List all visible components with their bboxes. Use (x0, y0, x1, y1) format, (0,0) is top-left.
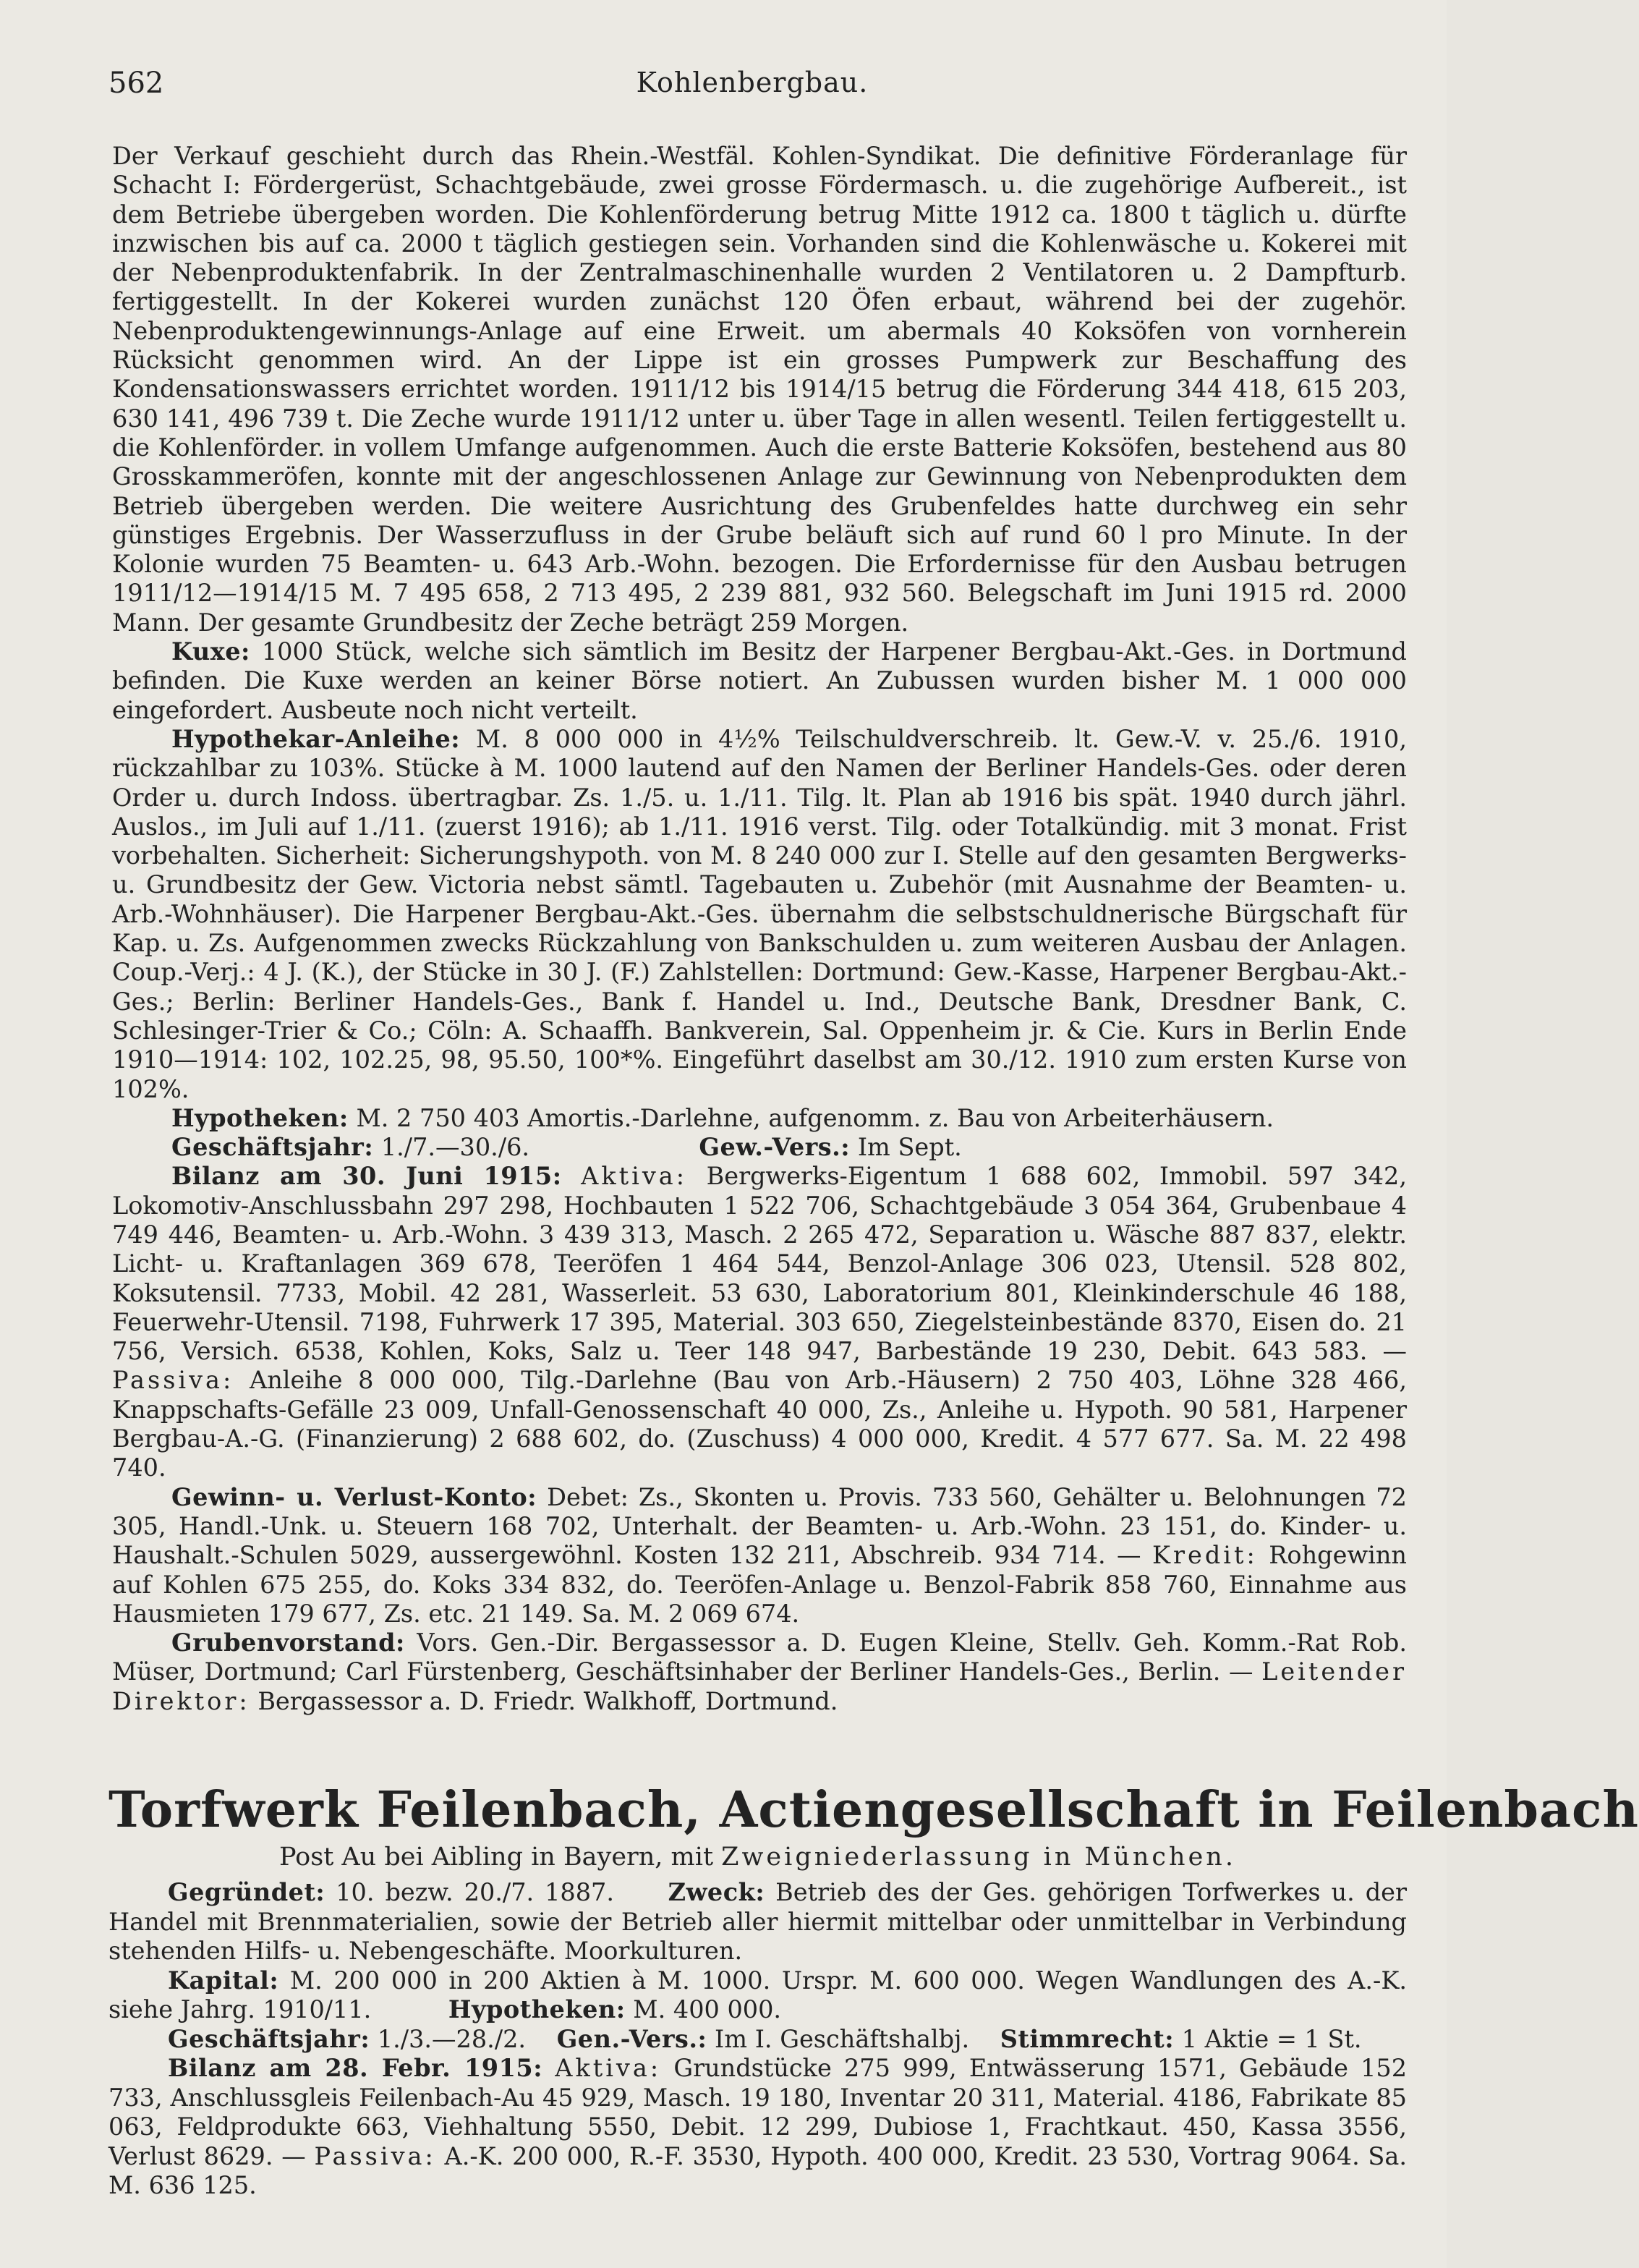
gj2-text: 1./3.—28./2. (377, 2024, 527, 2053)
genvers-label: Gen.-Vers.: (556, 2024, 707, 2053)
zweck-text: Betrieb des der Ges. gehörigen Torfwerkes u. der Handel mit Brennmaterialien, sowie der Betrieb aller hiermit mittelbar oder unmittelbar in Verbindung stehenden Hilfs- u. Nebengeschäfte. Moorkulturen. (108, 1878, 1407, 1965)
bilanz2-paragraph (108, 2054, 1407, 2201)
bilanz-label: Bilanz am 30. Juni 1915: (171, 1162, 562, 1191)
stimmrecht-label: Stimmrecht: (1000, 2024, 1175, 2053)
anleihe-text: M. 8 000 000 in 4½% Teilschuldverschreib. lt. Gew.-V. v. 25./6. 1910, rückzahlbar zu 103%. Stücke à M. 1000 lautend auf den Namen der Berliner Handels-Ges. oder deren Order u. durch Indoss. übertragbar. Zs. 1./5. u. 1./11. Tilg. lt. Plan ab 1916 bis spät. 1940 durch jährl. Auslos., im Juli auf 1./11. (zuerst 1916); ab 1./11. 1916 verst. Tilg. oder Totalkündig. mit 3 monat. Frist vorbehalten. Sicherheit: Sicherungshypoth. von M. 8 240 000 zur I. Stelle auf den gesamten Bergwerks- u. Grundbesitz der Gew. Victoria nebst sämtl. Tagebauten u. Zubehör (mit Ausnahme der Beamten- u. Arb.-Wohnhäuser). Die Harpener Bergbau-Akt.-Ges. übernahm die selbstschuldnerische Bürgschaft für Kap. u. Zs. Aufgenommen zwecks Rückzahlung von Bankschulden u. zum weiteren Ausbau der Anlagen. Coup.-Verj.: 4 J. (K.), der Stücke in 30 J. (F.) Zahlstellen: Dortmund: Gew.-Kasse, Harpener Bergbau-Akt.-Ges.; Berlin: Berliner Handels-Ges., Bank f. Handel u. Ind., Deutsche Bank, Dresdner Bank, C. Schlesinger-Trier & Co.; Cöln: A. Schaaffh. Bankverein, Sal. Oppenheim jr. & Cie. Kurs in Berlin Ende 1910—1914: 102, 102.25, 98, 95.50, 100*%. Eingeführt daselbst am 30./12. 1910 zum ersten Kurse von 102%. (112, 724, 1407, 1103)
address-part-b: Zweigniederlassung in München. (721, 1843, 1236, 1872)
leitender-direktor-text: Bergassessor a. D. Friedr. Walkhoff, Dortmund. (257, 1686, 838, 1715)
hypotheken-text: M. 2 750 403 Amortis.-Darlehne, aufgenomm. z. Bau von Arbeiterhäusern. (356, 1103, 1274, 1132)
guv-paragraph (112, 1483, 1407, 1628)
gegruendet-text: 10. bezw. 20./7. 1887. (336, 1878, 614, 1906)
gj-text: 1./7.—30./6. (380, 1133, 530, 1162)
guv-text-kredit: Rohgewinn auf Kohlen 675 255, do. Koks 334 832, do. Teeröfen-Anlage u. Benzol-Fabrik 858 760, Einnahme aus Hausmieten 179 677, Zs. etc. 21 149. Sa. M. 2 069 674. (112, 1541, 1407, 1628)
aktiva2-label: Aktiva: (555, 2054, 662, 2082)
intro-paragraph (112, 142, 1407, 637)
grubenvorstand-label: Grubenvorstand: (171, 1628, 405, 1657)
kapital-paragraph (108, 1966, 1407, 2025)
kuxe-paragraph (112, 637, 1407, 725)
guv-text-debet: Debet: Zs., Skonten u. Provis. 733 560, Gehälter u. Belohnungen 72 305, Handl.-Unk. u. Steuern 168 702, Unterhalt. der Beamten- u. Arb.-Wohn. 23 151, do. Kinder- u. Haushalt.-Schulen 5029, aussergewöhnl. Kosten 132 211, Abschreib. 934 714. — (112, 1482, 1407, 1570)
section-torfwerk (108, 1781, 1639, 2201)
bilanz-text-aktiva: Bergwerks-Eigentum 1 688 602, Immobil. 597 342, Lokomotiv-Anschlussbahn 297 298, Hochbauten 1 522 706, Schachtgebäude 3 054 364, Grubenbaue 4 749 446, Beamten- u. Arb.-Wohn. 3 439 313, Masch. 2 265 472, Separation u. Wäsche 887 837, elektr. Licht- u. Kraftanlagen 369 678, Teeröfen 1 464 544, Benzol-Anlage 306 023, Utensil. 528 802, Koksutensil. 7733, Mobil. 42 281, Wasserleit. 53 630, Laboratorium 801, Kleinkinderschule 46 188, Feuerwehr-Utensil. 7198, Fuhrwerk 17 395, Material. 303 650, Ziegelsteinbestände 8370, Eisen do. 21 756, Versich. 6538, Kohlen, Koks, Salz u. Teer 148 947, Barbestände 19 230, Debit. 643 583. — (112, 1162, 1407, 1366)
bilanz2-text-aktiva: Grundstücke 275 999, Entwässerung 1571, Gebäude 152 733, Anschlussgleis Feilenbach-Au 45 929, Masch. 19 180, Inventar 20 311, Material. 4186, Fabrikate 85 063, Feldprodukte 663, Viehhaltung 5550, Debit. 12 299, Dubiose 1, Frachtkaut. 450, Kassa 3556, Verlust 8629. — (108, 2054, 1408, 2170)
stimmrecht-text: 1 Aktie = 1 St. (1181, 2024, 1362, 2053)
zweck-label: Zweck: (668, 1878, 765, 1906)
gegruendet-label: Gegründet: (168, 1878, 325, 1906)
gv-label: Gew.-Vers.: (699, 1133, 851, 1162)
bilanz2-text-passiva: A.-K. 200 000, R.-F. 3530, Hypoth. 400 000, Kredit. 23 530, Vortrag 9064. Sa. M. 636 125. (108, 2141, 1408, 2199)
genvers-text: Im I. Geschäftshalbj. (715, 2024, 970, 2053)
intro-text: Der Verkauf geschieht durch das Rhein.-Westfäl. Kohlen-Syndikat. Die definitive Förderanlage für Schacht I: Fördergerüst, Schachtgebäude, zwei grosse Fördermasch. u. die zugehörige Aufbereit., ist dem Betriebe übergeben worden. Die Kohlenförderung betrug Mitte 1912 ca. 1800 t täglich u. dürfte inzwischen bis auf ca. 2000 t täglich gestiegen sein. Vorhanden sind die Kohlenwäsche u. Kokerei mit der Nebenproduktenfabrik. In der Zentralmaschinenhalle wurden 2 Ventilatoren u. 2 Dampfturb. fertiggestellt. In der Kokerei wurden zunächst 120 Öfen erbaut, während bei der zugehör. Nebenproduktengewinnungs-Anlage auf eine Erweit. um abermals 40 Koksöfen von vornherein Rücksicht genommen wird. An der Lippe ist ein grosses Pumpwerk zur Beschaffung des Kondensationswassers errichtet worden. 1911/12 bis 1914/15 betrug die Förderung 344 418, 615 203, 630 141, 496 739 t. Die Zeche wurde 1911/12 unter u. über Tage in allen wesentl. Teilen fertiggestellt u. die Kohlenförder. in vollem Umfange aufgenommen. Auch die erste Batterie Koksöfen, bestehend aus 80 Grosskammeröfen, konnte mit der angeschlossenen Anlage zur Gewinnung von Nebenprodukten dem Betrieb übergeben werden. Die weitere Ausrichtung des Grubenfeldes hatte durchweg ein sehr günstiges Ergebnis. Der Wasserzufluss in der Grube beläuft sich auf rund 60 l pro Minute. In der Kolonie wurden 75 Beamten- u. 643 Arb.-Wohn. bezogen. Die Erfordernisse für den Ausbau betrugen 1911/12—1914/15 M. 7 495 658, 2 713 495, 2 239 881, 932 560. Belegschaft im Juni 1915 rd. 2000 Mann. Der gesamte Grundbesitz der Zeche beträgt 259 Morgen. (112, 142, 1407, 637)
kapital-text: M. 200 000 in 200 Aktien à M. 1000. Urspr. M. 600 000. Wegen Wandlungen des A.-K. siehe Jahrg. 1910/11. (108, 1966, 1407, 2023)
geschaeftsjahr-paragraph (112, 1133, 1407, 1162)
bilanz-paragraph (112, 1162, 1407, 1482)
page-number: 562 (108, 67, 164, 100)
anleihe-paragraph (112, 725, 1407, 1104)
passiva-label: Passiva: (112, 1366, 234, 1395)
gj-label: Geschäftsjahr: (171, 1133, 374, 1162)
aktiva-label: Aktiva: (581, 1162, 688, 1191)
hypotheken2-text: M. 400 000. (633, 1995, 782, 2023)
company-title: Torfwerk Feilenbach, Actiengesellschaft in Feilenbach (108, 1781, 1639, 1839)
kuxe-text: 1000 Stück, welche sich sämtlich im Besitz der Harpener Bergbau-Akt.-Ges. in Dortmund befinden. Die Kuxe werden an keiner Börse notiert. An Zubussen wurden bisher M. 1 000 000 eingefordert. Ausbeute noch nicht verteilt. (112, 637, 1407, 724)
bilanz-text-passiva: Anleihe 8 000 000, Tilg.-Darlehne (Bau von Arb.-Häusern) 2 750 403, Löhne 328 466, Knappschafts-Gefälle 23 009, Unfall-Genossenschaft 40 000, Zs., Anleihe u. Hypoth. 90 581, Harpener Bergbau-A.-G. (Finanzierung) 2 688 602, do. (Zuschuss) 4 000 000, Kredit. 4 577 677. Sa. M. 22 498 740. (112, 1366, 1407, 1482)
kredit-label: Kredit: (1151, 1541, 1258, 1570)
address-part-a: Post Au bei Aibling in Bayern, mit (279, 1843, 714, 1872)
gv-text: Im Sept. (857, 1133, 962, 1162)
kuxe-label: Kuxe: (171, 637, 250, 666)
hypotheken-label: Hypotheken: (171, 1103, 349, 1132)
bilanz2-label: Bilanz am 28. Febr. 1915: (168, 2054, 543, 2082)
anleihe-label: Hypothekar-Anleihe: (171, 724, 461, 753)
passiva2-label: Passiva: (314, 2141, 436, 2170)
kapital-label: Kapital: (168, 1966, 279, 1995)
gj2-label: Geschäftsjahr: (168, 2024, 370, 2053)
guv-label: Gewinn- u. Verlust-Konto: (171, 1482, 537, 1511)
grubenvorstand-text: Vors. Gen.-Dir. Bergassessor a. D. Eugen Kleine, Stellv. Geh. Komm.-Rat Rob. Müser, Dortmund; Carl Fürstenberg, Geschäftsinhaber der Berliner Handels-Ges., Berlin. — (112, 1628, 1407, 1686)
hypotheken2-label: Hypotheken: (448, 1995, 626, 2023)
section-victoria (112, 142, 1407, 1716)
hypotheken-paragraph (112, 1104, 1407, 1133)
company-address (108, 1842, 1407, 1872)
running-title: Kohlenbergbau. (636, 67, 869, 98)
page-header (108, 67, 1396, 110)
geschaeftsjahr2-paragraph (108, 2025, 1407, 2055)
grubenvorstand-paragraph (112, 1628, 1407, 1716)
leitender-direktor-label: Leitender Direktor: (112, 1657, 1408, 1715)
gruendung-paragraph (108, 1878, 1407, 1966)
